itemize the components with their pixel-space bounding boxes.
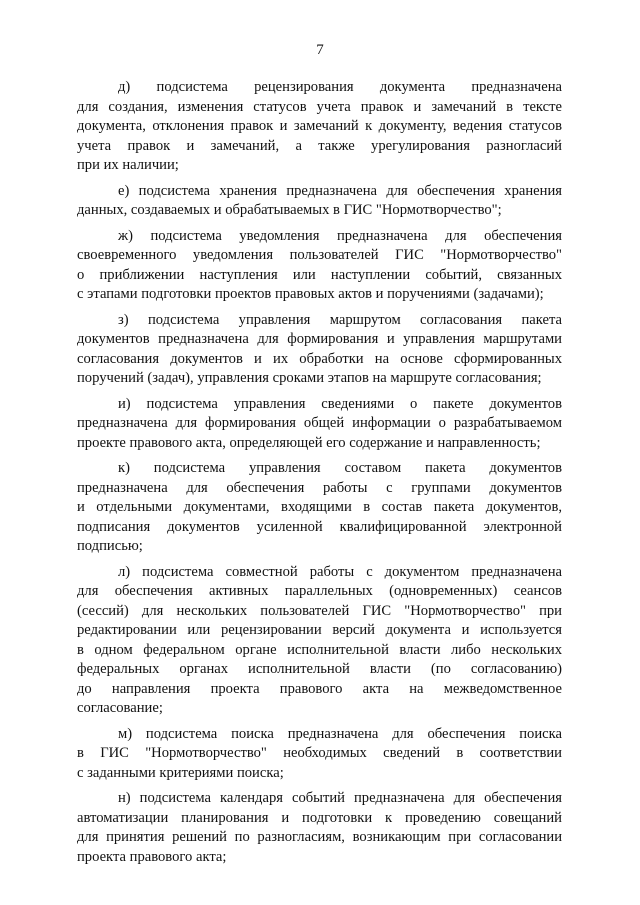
paragraph-line: с этапами подготовки проектов правовых актов и поручениями (задачами); bbox=[77, 286, 544, 302]
paragraph-line: ж) подсистема уведомления предназначена для обеспечения bbox=[118, 227, 562, 244]
paragraph-line: федеральных органах исполнительной власти (по согласованию) bbox=[77, 661, 562, 677]
paragraph-line: и отдельными документами, входящими в состав пакета документов, bbox=[77, 499, 562, 515]
paragraph-d bbox=[77, 78, 562, 176]
paragraph-line: предназначена для обеспечения работы с группами документов bbox=[77, 479, 562, 496]
paragraph-n bbox=[77, 789, 562, 867]
paragraph-l bbox=[77, 563, 562, 719]
paragraph-line: в ГИС "Нормотворчество" необходимых сведений в соответствии bbox=[77, 745, 562, 761]
paragraph-line: о приближении наступления или наступлении событий, связанных bbox=[77, 266, 562, 283]
paragraph-zh bbox=[77, 227, 562, 305]
paragraph-line: (сессий) для нескольких пользователей ГИС "Нормотворчество" при bbox=[77, 602, 562, 619]
paragraph-line: проекта правового акта; bbox=[77, 848, 227, 865]
paragraph-line: документов предназначена для формирования и управления маршрутами bbox=[77, 331, 562, 347]
paragraph-line: в одном федеральном органе исполнительной власти либо нескольких bbox=[77, 641, 562, 658]
paragraph-line: с заданными критериями поиска; bbox=[77, 764, 284, 781]
page-number: 7 bbox=[316, 42, 324, 58]
paragraph-line: е) подсистема хранения предназначена для обеспечения хранения bbox=[118, 182, 562, 199]
paragraph-line: подписания документов усиленной квалифицированной электронной bbox=[77, 518, 562, 535]
paragraph-line: согласование; bbox=[77, 700, 163, 716]
paragraph-line: подписью; bbox=[77, 538, 143, 554]
paragraph-line: учета правок и замечаний, а также урегулирования разногласий bbox=[77, 137, 562, 154]
paragraph-e bbox=[77, 182, 562, 221]
paragraph-line: и) подсистема управления сведениями о пакете документов bbox=[118, 395, 562, 412]
paragraph-line: н) подсистема календаря событий предназначена для обеспечения bbox=[118, 790, 562, 806]
paragraph-k bbox=[77, 459, 562, 557]
paragraph-line: при их наличии; bbox=[77, 157, 179, 173]
paragraph-i bbox=[77, 395, 562, 454]
paragraph-line: поручений (задач), управления сроками этапов на маршруте согласования; bbox=[77, 370, 542, 386]
paragraph-line: д) подсистема рецензирования документа предназначена bbox=[118, 79, 562, 95]
paragraph-line: для принятия решений по разногласиям, возникающим при согласовании bbox=[77, 829, 562, 845]
paragraph-z bbox=[77, 311, 562, 389]
paragraph-line: своевременного уведомления пользователей ГИС "Нормотворчество" bbox=[77, 247, 562, 263]
paragraph-line: документа, отклонения правок и замечаний к документу, ведения статусов bbox=[77, 118, 562, 134]
paragraph-line: к) подсистема управления составом пакета документов bbox=[118, 460, 562, 476]
paragraph-line: автоматизации планирования и подготовки к проведению совещаний bbox=[77, 809, 562, 826]
paragraph-line: для обеспечения активных параллельных (одновременных) сеансов bbox=[77, 583, 562, 599]
paragraph-line: з) подсистема управления маршрутом согласования пакета bbox=[118, 311, 562, 328]
paragraph-line: данных, создаваемых и обрабатываемых в ГИС "Нормотворчество"; bbox=[77, 202, 502, 218]
paragraph-line: л) подсистема совместной работы с документом предназначена bbox=[118, 563, 562, 580]
paragraph-m bbox=[77, 725, 562, 784]
paragraph-line: редактировании или рецензировании версий документа и используется bbox=[77, 622, 562, 638]
paragraph-line: проекте правового акта, определяющей его содержание и направленность; bbox=[77, 434, 541, 451]
paragraph-line: м) подсистема поиска предназначена для обеспечения поиска bbox=[118, 725, 562, 742]
paragraph-line: согласования документов и их обработки на основе сформированных bbox=[77, 350, 562, 367]
paragraph-line: предназначена для формирования общей информации о разрабатываемом bbox=[77, 415, 562, 431]
document-body bbox=[77, 78, 562, 873]
paragraph-line: до направления проекта правового акта на межведомственное bbox=[77, 680, 562, 697]
paragraph-line: для создания, изменения статусов учета правок и замечаний в тексте bbox=[77, 98, 562, 115]
